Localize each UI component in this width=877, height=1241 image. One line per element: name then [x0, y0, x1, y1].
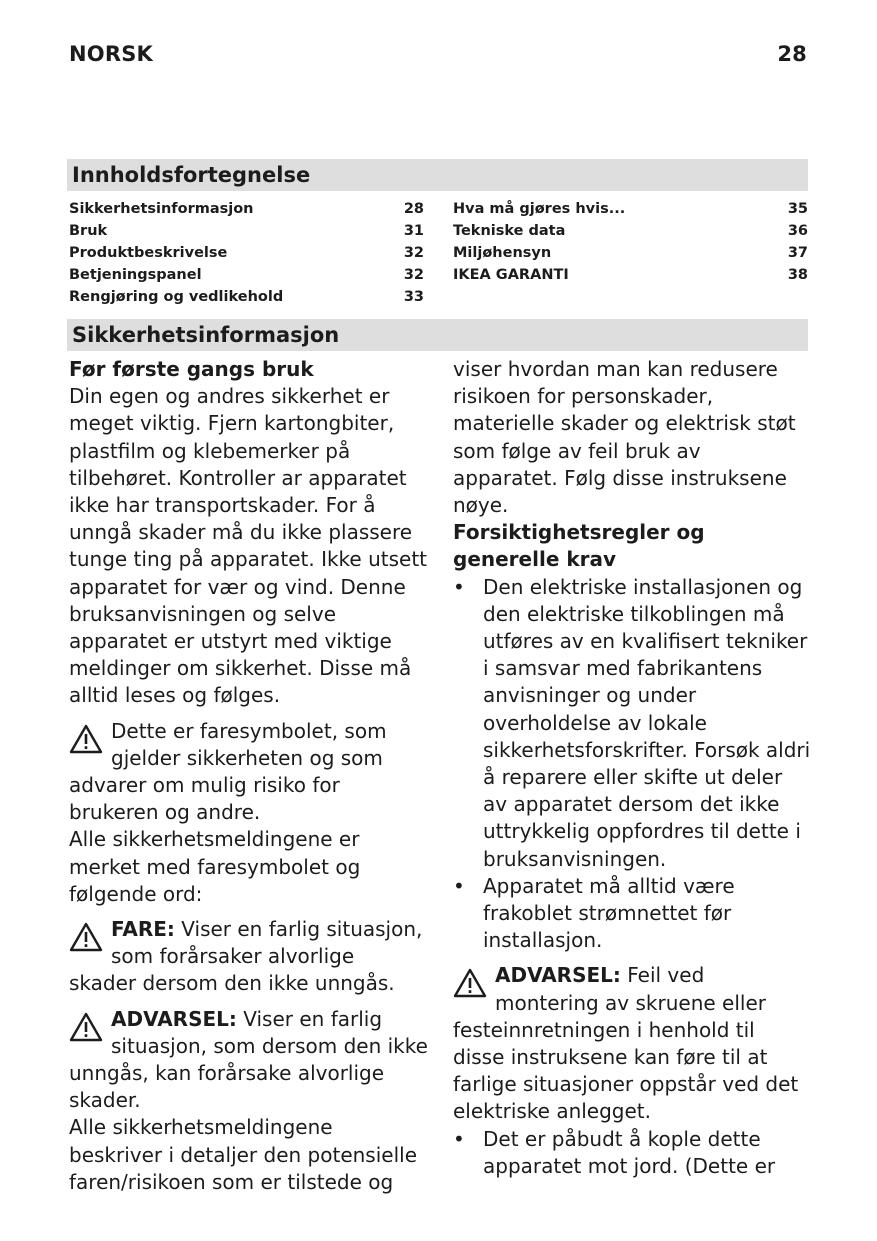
- detail-paragraph-right: viser hvordan man kan redusere risikoen for personskader, materielle skader og elektrisk støt som følge av feil bruk av apparatet. Følg disse instruksene nøye.: [453, 357, 796, 518]
- section-heading-safety: Sikkerhetsinformasjon: [67, 319, 808, 351]
- toc-entry-page: 28: [403, 201, 424, 217]
- precautions-list: [453, 574, 811, 955]
- warning-label: ADVARSEL:: [111, 1006, 237, 1031]
- toc-entry: [453, 220, 808, 242]
- toc-entry: [69, 220, 424, 242]
- first-use-heading: Før første gangs bruk: [69, 357, 314, 381]
- warning-triangle-icon: [453, 968, 487, 998]
- toc-entry-label: Bruk: [69, 223, 108, 239]
- toc-entry: [453, 198, 808, 220]
- list-item: • Det er påbudt å kople dette apparatet mot jord. (Dette er: [453, 1126, 811, 1180]
- toc-entry-page: 31: [403, 223, 424, 239]
- first-use-paragraph: Din egen og andres sikkerhet er meget viktig. Fjern kartongbiter, plastfilm og klebemerker på tilbehøret. Kontroller ar apparatet ikke har transportskader. For å unngå skader må du ikke plassere tunge ting på apparatet. Ikke utsett apparatet for vær og vind. Denne bruksanvisningen og selve apparatet er utstyrt med viktige meldinger om sikkerhet. Disse må alltid leses og følges.: [69, 384, 428, 708]
- toc-entry: [69, 242, 424, 264]
- grounding-list: [453, 1126, 811, 1180]
- toc-entry: [69, 198, 424, 220]
- danger-note: [69, 916, 429, 998]
- toc-entry-label: Hva må gjøres hvis...: [453, 201, 626, 217]
- mounting-warning-text-continued: festeinnretningen i henhold til disse instruksene kan føre til at farlige situasjoner oppstår ved det elektriske anlegget.: [453, 1017, 799, 1124]
- left-text-column: [69, 356, 429, 1196]
- hazard-symbol-text-continued: advarer om mulig risiko for brukeren og andre.: [69, 773, 340, 825]
- marked-paragraph: Alle sikkerhetsmeldingene er merket med faresymbolet og følgende ord:: [69, 827, 361, 906]
- toc-right-column: [453, 198, 808, 286]
- warning-text-continued: unngås, kan forårsake alvorlige skader.: [69, 1061, 385, 1113]
- list-item: • Den elektriske installasjonen og den elektriske tilkoblingen må utføres av en kvalifisert tekniker i samsvar med fabrikantens anvisninger og under overholdelse av lokale sikkerhetsforskrifter. Forsøk aldri å reparere eller skifte ut deler av apparatet dersom det ikke uttrykkelig oppfordres til dette i bruksanvisningen.: [453, 574, 811, 873]
- list-item: • Apparatet må alltid være frakoblet strømnettet før installasjon.: [453, 873, 811, 955]
- toc-entry-label: Produktbeskrivelse: [69, 245, 228, 261]
- danger-text: Viser en farlig situasjon, som forårsaker alvorlige: [111, 917, 423, 969]
- toc-entry-label: Rengjøring og vedlikehold: [69, 289, 284, 305]
- danger-label: FARE:: [111, 917, 175, 942]
- detail-paragraph-left: Alle sikkerhetsmeldingene beskriver i detaljer den potensielle faren/risikoen som er tilstede og: [69, 1115, 417, 1194]
- toc-entry-page: 32: [403, 267, 424, 283]
- toc-entry: [69, 264, 424, 286]
- mounting-warning-label: ADVARSEL:: [495, 963, 621, 988]
- section-language: NORSK: [69, 42, 153, 66]
- toc-entry: [69, 286, 424, 308]
- toc-entry: [453, 264, 808, 286]
- toc-entry-page: 37: [787, 245, 808, 261]
- mounting-warning-note: [453, 962, 811, 1125]
- toc-left-column: [69, 198, 424, 308]
- precautions-heading: Forsiktighetsregler og generelle krav: [453, 520, 705, 572]
- right-text-column: [453, 356, 811, 1180]
- toc-entry-label: Miljøhensyn: [453, 245, 552, 261]
- toc-entry-page: 35: [787, 201, 808, 217]
- warning-note: [69, 1006, 429, 1115]
- toc-heading: Innholdsfortegnelse: [67, 159, 808, 191]
- page-number: 28: [777, 42, 807, 66]
- toc-entry-label: Sikkerhetsinformasjon: [69, 201, 254, 217]
- toc-entry-label: IKEA GARANTI: [453, 267, 569, 283]
- warning-triangle-icon: [69, 1012, 103, 1042]
- toc-entry-page: 36: [787, 223, 808, 239]
- warning-text: Viser en farlig situasjon, som dersom den ikke: [111, 1006, 428, 1058]
- warning-triangle-icon: [69, 922, 103, 952]
- toc-entry-label: Tekniske data: [453, 223, 566, 239]
- hazard-symbol-note: [69, 718, 429, 827]
- warning-triangle-icon: [69, 724, 103, 754]
- toc-entry-label: Betjeningspanel: [69, 267, 202, 283]
- toc-entry-page: 33: [403, 289, 424, 305]
- toc-entry: [453, 242, 808, 264]
- danger-text-continued: skader dersom den ikke unngås.: [69, 971, 395, 996]
- toc-entry-page: 32: [403, 245, 424, 261]
- toc-entry-page: 38: [787, 267, 808, 283]
- mounting-warning-text: Feil ved montering av skruene eller: [495, 963, 766, 1015]
- hazard-symbol-text: Dette er faresymbolet, som gjelder sikkerheten og som: [111, 718, 387, 770]
